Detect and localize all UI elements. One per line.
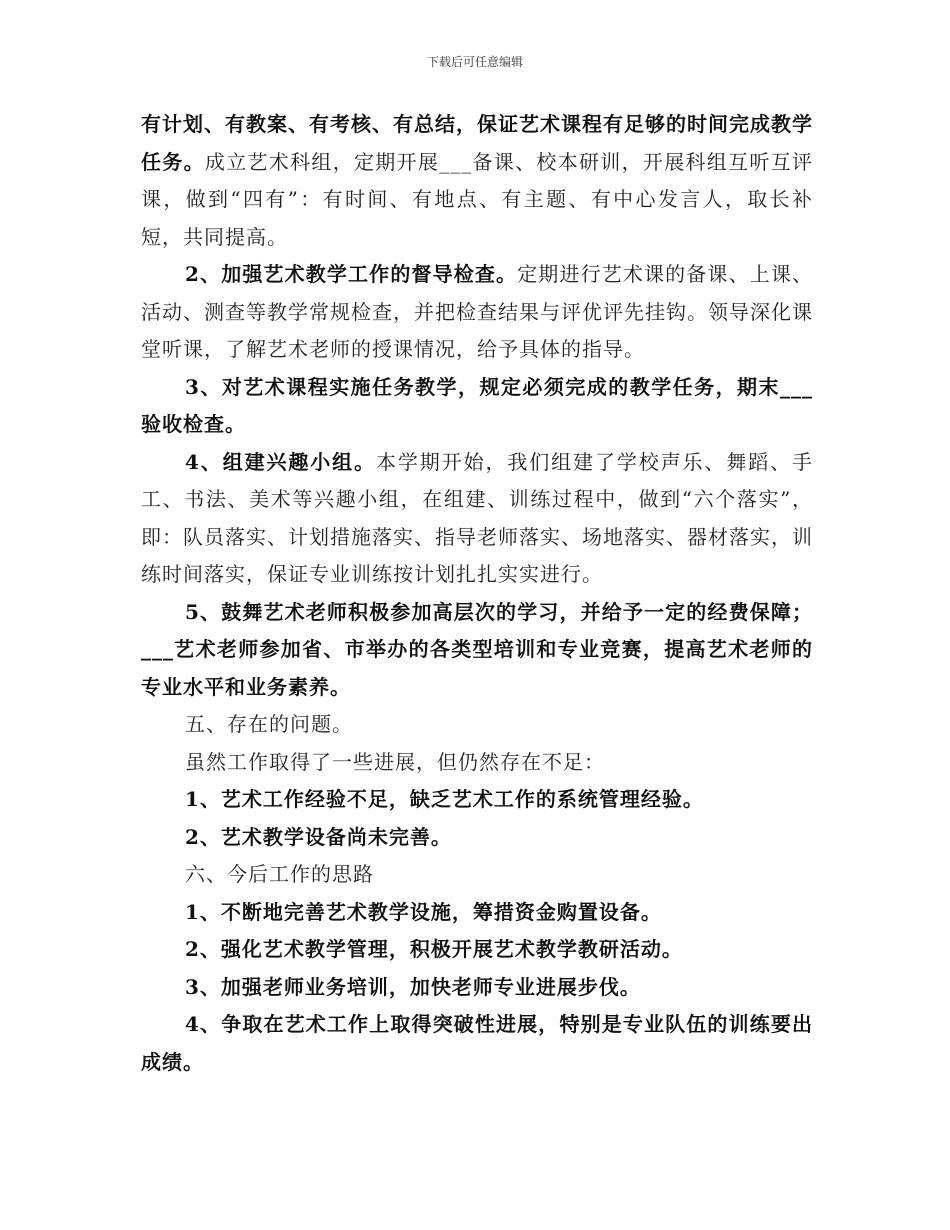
paragraph-bold-text: 有计划、有教案、有考核、有总结，保证艺术课程有足够的时间完成教学任务。 — [141, 112, 813, 174]
list-item — [141, 1006, 813, 1081]
paragraph-text: 定期进行艺术课的备课、上课、活动、测查等教学常规检查，并把检查结果与评优评先挂钩。领导深化课堂听课，了解艺术老师的授课情况，给予具体的指导。 — [141, 262, 813, 361]
paragraph-bold-text: 4、争取在艺术工作上取得突破性进展，特别是专业队伍的训练要出成绩。 — [141, 1012, 813, 1074]
paragraph-bold-text: 1、艺术工作经验不足，缺乏艺术工作的系统管理经验。 — [185, 787, 704, 811]
paragraph — [141, 744, 813, 782]
paragraph-bold-text: 2、强化艺术教学管理，积极开展艺术教学教研活动。 — [185, 937, 683, 961]
paragraph-text: 本学期开始，我们组建了学校声乐、舞蹈、手工、书法、美术等兴趣小组，在组建、训练过程中，做到“六个落实”，即：队员落实、计划措施落实、指导老师落实、场地落实、器材落实，训练时间落实，保证专业训练按计划扎扎实实进行。 — [141, 449, 814, 586]
paragraph — [141, 106, 813, 256]
paragraph-bold-text: 3、对艺术课程实施任务教学，规定必须完成的教学任务，期末___验收检查。 — [141, 374, 813, 436]
document-body — [141, 106, 813, 1081]
paragraph-bold-text: 2、加强艺术教学工作的督导检查。 — [185, 262, 518, 286]
list-item — [141, 894, 813, 932]
section-heading — [141, 706, 813, 744]
list-item — [141, 819, 813, 857]
paragraph-bold-text: 2、艺术教学设备尚未完善。 — [185, 824, 452, 849]
section-heading — [141, 856, 813, 894]
paragraph-text: 虽然工作取得了一些进展，但仍然存在不足： — [185, 749, 605, 774]
paragraph-bold-text: 5、鼓舞艺术老师积极参加高层次的学习，并给予一定的经费保障；___艺术老师参加省、市举办的各类型培训和专业竞赛，提高艺术老师的专业水平和业务素养。 — [141, 599, 813, 699]
paragraph-bold-text: 1、不断地完善艺术教学设施，筹措资金购置设备。 — [185, 899, 662, 924]
paragraph — [141, 256, 813, 369]
list-item — [141, 969, 813, 1007]
paragraph — [141, 594, 813, 707]
page-header: 下载后可任意编辑 — [426, 55, 523, 69]
paragraph — [141, 444, 813, 594]
paragraph-bold-text: 4、组建兴趣小组。 — [185, 449, 376, 474]
list-item — [141, 931, 813, 969]
paragraph-bold-text: 3、加强老师业务培训，加快老师专业进展步伐。 — [185, 974, 641, 999]
list-item — [141, 781, 813, 819]
paragraph-text: 六、今后工作的思路 — [185, 862, 374, 886]
paragraph — [141, 369, 813, 444]
paragraph-text: 五、存在的问题。 — [185, 712, 353, 736]
paragraph-text: 成立艺术科组，定期开展___备课、校本研训，开展科组互听互评课，做到“四有”：有时间、有地点、有主题、有中心发言人，取长补短，共同提高。 — [141, 149, 814, 249]
